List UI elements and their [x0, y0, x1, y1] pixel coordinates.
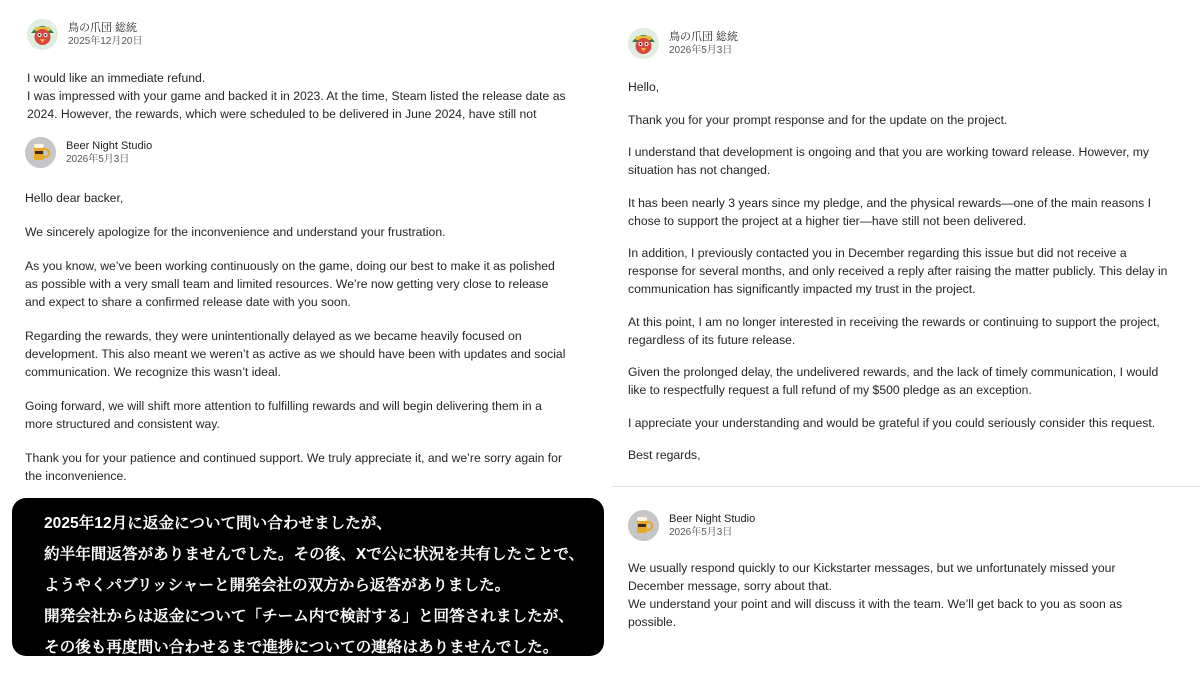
caption-line: 2025年12月に返金について問い合わせましたが、	[44, 515, 393, 532]
message-line: We usually respond quickly to our Kickstarter messages, but we unfortunately missed your	[628, 561, 1116, 575]
message-divider	[612, 486, 1200, 487]
message-body	[628, 559, 1196, 631]
caption-line: その後も再度問い合わせるまで進捗についての連絡はありませんでした。	[44, 639, 559, 656]
hawk-character-avatar-icon[interactable]	[27, 19, 58, 50]
message-paragraph: As you know, we’ve been working continuously on the game, doing our best to make it as polished as possible with a very small team and limited resources. We’re now getting very close to release and expect to share a confirmed release date with you soon.	[25, 259, 555, 309]
sender-name: 鳥の爪団 総統	[68, 21, 138, 34]
message-paragraph: Hello dear backer,	[25, 191, 124, 205]
message-paragraph: Given the prolonged delay, the undelivered rewards, and the lack of timely communication, I would like to respectfully request a full refund of my $500 pledge as an exception.	[628, 365, 1159, 397]
message-paragraph: Hello,	[628, 80, 660, 94]
message-paragraph: Thank you for your prompt response and for the update on the project.	[628, 112, 1008, 127]
message-header	[27, 19, 143, 50]
sender-name: Beer Night Studio	[669, 512, 756, 525]
message-date: 2026年5月3日	[669, 44, 733, 56]
message-header	[628, 28, 738, 59]
message-paragraph: Regarding the rewards, they were unintentionally delayed as we became heavily focused on development. This also meant we weren’t as active as we should have been with updates and social communication. We recognize this wasn’t ideal.	[25, 329, 566, 379]
message-date: 2026年5月3日	[669, 526, 733, 538]
message-header	[628, 510, 755, 541]
sender-name: 鳥の爪団 総統	[669, 30, 739, 43]
message-paragraph: I appreciate your understanding and would be grateful if you could seriously consider this request.	[628, 415, 1156, 430]
message-paragraph: Best regards,	[628, 448, 701, 462]
studio-second-reply	[612, 488, 1200, 675]
message-paragraph: At this point, I am no longer interested in receiving the rewards or continuing to support the project, regardless of its future release.	[628, 314, 1160, 347]
message-header	[25, 137, 152, 168]
message-body	[25, 189, 607, 485]
message-line: I was impressed with your game and backed it in 2023. At the time, Steam listed the release date as	[27, 89, 566, 103]
caption-line: ようやくパブリッシャーと開発会社の双方から返答がありました。	[44, 577, 511, 594]
message-paragraph: I understand that development is ongoing and that you are working toward release. However, my situation has not changed.	[628, 145, 1149, 177]
message-line: possible.	[628, 615, 677, 629]
message-paragraph: In addition, I previously contacted you in December regarding this issue but did not receive a response for several months, and only received a reply after raising the matter publicly. This delay in communication has significantly impacted my trust in the project.	[628, 246, 1168, 296]
message-paragraph: Thank you for your patience and continued support. We truly appreciate it, and we’re sorry again for the inconvenience.	[25, 451, 562, 483]
message-paragraph: It has been nearly 3 years since my pledge, and the physical rewards—one of the main reasons I chose to support the project at a higher tier—have still not been delivered.	[628, 195, 1151, 228]
caption-line: 約半年間返答がありませんでした。その後、Xで公に状況を共有したことで、	[44, 546, 585, 563]
japanese-caption-overlay	[12, 498, 604, 656]
backer-first-message	[0, 0, 600, 128]
message-date: 2026年5月3日	[66, 153, 130, 165]
beer-mug-studio-logo-icon[interactable]	[628, 510, 659, 541]
message-body	[27, 69, 597, 123]
backer-refund-request	[612, 0, 1200, 486]
message-line: 2024. However, the rewards, which were scheduled to be delivered in June 2024, have still not	[27, 107, 537, 121]
message-line: I would like an immediate refund.	[27, 71, 206, 85]
message-paragraph: We sincerely apologize for the inconvenience and understand your frustration.	[25, 225, 446, 239]
hawk-character-avatar-icon[interactable]	[628, 28, 659, 59]
beer-mug-studio-logo-icon[interactable]	[25, 137, 56, 168]
message-line: We understand your point and will discuss it with the team. We’ll get back to you as soon as	[628, 597, 1123, 611]
message-body	[628, 78, 1196, 464]
message-paragraph: Going forward, we will shift more attention to fulfilling rewards and will begin delivering them in a more structured and consistent way.	[25, 399, 542, 431]
message-line: December message, sorry about that.	[628, 579, 832, 593]
message-date: 2025年12月20日	[68, 35, 143, 47]
caption-line: 開発会社からは返金について「チーム内で検討する」と回答されましたが、	[44, 608, 574, 625]
sender-name: Beer Night Studio	[66, 139, 153, 152]
